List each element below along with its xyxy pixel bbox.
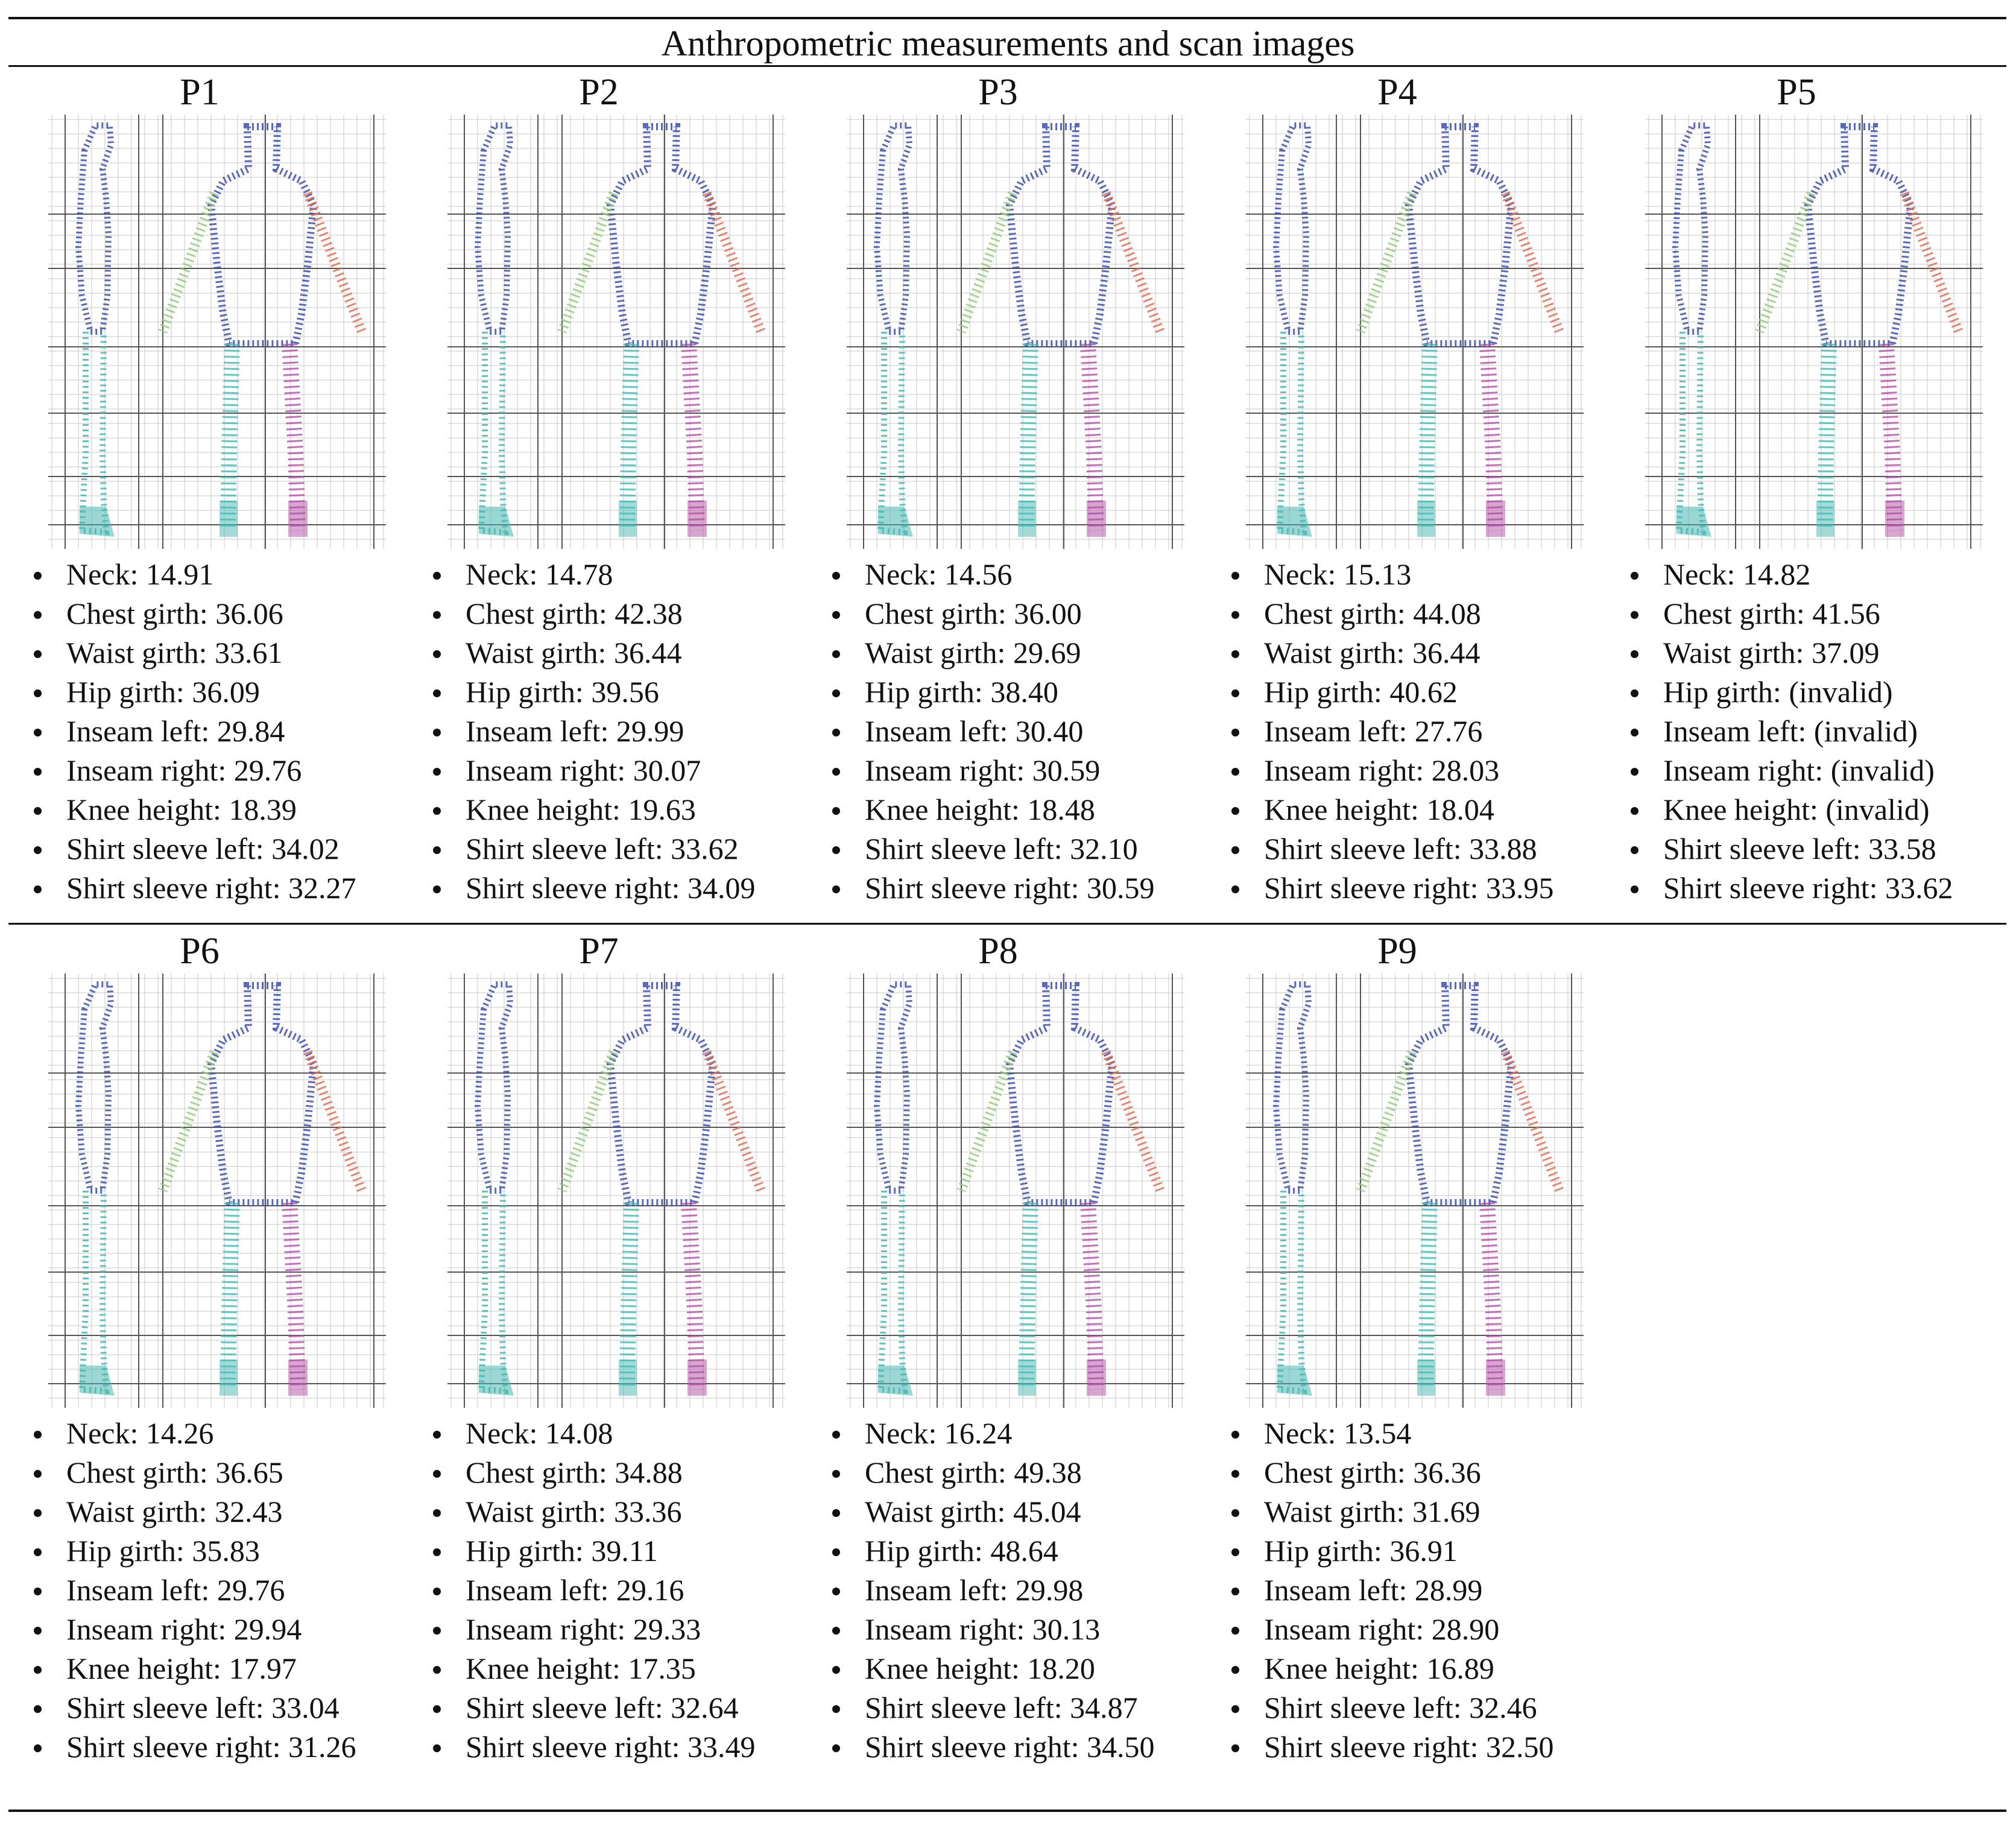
front-view-figure [961,986,1160,1396]
measurement-item: Shirt sleeve right: 31.26 [12,1727,411,1767]
measurement-item: Inseam right: 28.03 [1210,751,1609,790]
measurement-item: Chest girth: 44.08 [1210,594,1609,633]
participant-panel-p6 [12,929,411,1767]
scan-reference-lines [1645,115,1983,549]
measurement-item: Knee height: 17.35 [411,1649,811,1688]
body-scan-image [48,115,386,555]
measurement-item: Neck: 14.78 [411,555,811,594]
measurement-item: Hip girth: (invalid) [1609,673,2008,712]
body-scan-image [847,115,1184,555]
side-view-figure [78,984,115,1396]
scan-reference-lines [1246,974,1584,1408]
measurement-item: Chest girth: 41.56 [1609,594,2008,633]
side-view-figure [1675,125,1711,537]
participant-panel-p2 [411,70,811,908]
measurement-item: Inseam left: 29.84 [12,712,411,751]
front-view-figure [1360,986,1559,1396]
measurement-item: Knee height: 17.97 [12,1649,411,1688]
measurement-item: Chest girth: 34.88 [411,1453,811,1492]
measurement-item: Inseam right: 30.13 [811,1610,1210,1649]
side-view-figure [1276,125,1312,537]
scan-grid [1246,115,1584,549]
top-rule [8,17,2006,19]
measurement-item: Inseam right: (invalid) [1609,751,2008,790]
participant-row-2 [12,929,2008,1767]
measurement-item: Knee height: 16.89 [1210,1649,1609,1688]
measurement-item: Inseam right: 29.94 [12,1610,411,1649]
participant-panel-p7 [411,929,811,1767]
measurement-item: Knee height: 18.48 [811,790,1210,829]
measurement-item: Hip girth: 48.64 [811,1531,1210,1571]
measurement-item: Inseam left: 27.76 [1210,712,1609,751]
scan-reference-lines [48,115,386,549]
measurement-item: Inseam right: 29.33 [411,1610,811,1649]
participant-id: P5 [1777,72,1816,113]
participant-panel-p3 [811,70,1210,908]
measurement-item: Hip girth: 36.09 [12,673,411,712]
measurement-item: Hip girth: 39.11 [411,1531,811,1571]
participant-panel-p8 [811,929,1210,1767]
scan-reference-lines [847,974,1184,1408]
measurement-list [811,555,1210,908]
measurement-item: Shirt sleeve left: 32.46 [1210,1688,1609,1727]
participant-id: P8 [978,931,1018,972]
scan-reference-lines [447,974,785,1408]
measurement-item: Shirt sleeve left: 33.88 [1210,829,1609,869]
measurement-list [1210,1414,1609,1767]
measurement-item: Neck: 13.54 [1210,1414,1609,1453]
front-view-figure [1360,127,1559,537]
side-view-figure [877,125,913,537]
front-view-figure [961,127,1160,537]
measurement-list [411,555,811,908]
measurement-item: Waist girth: 37.09 [1609,633,2008,673]
front-view-figure [562,986,761,1396]
measurement-item: Inseam left: 29.98 [811,1571,1210,1610]
measurement-item: Inseam left: 28.99 [1210,1571,1609,1610]
side-view-figure [478,125,514,537]
scan-grid [1645,115,1983,549]
measurement-item: Shirt sleeve left: 34.02 [12,829,411,869]
body-scan-image [48,974,386,1414]
scan-reference-lines [447,115,785,549]
measurement-item: Neck: 14.26 [12,1414,411,1453]
measurement-item: Chest girth: 36.65 [12,1453,411,1492]
measurement-item: Inseam right: 30.59 [811,751,1210,790]
measurement-list [1210,555,1609,908]
table-title: Anthropometric measurements and scan images [661,24,1355,63]
body-scan-image [847,974,1184,1414]
measurement-item: Shirt sleeve right: 34.09 [411,869,811,908]
front-view-figure [163,986,362,1396]
scan-grid [48,974,386,1408]
scan-reference-lines [847,115,1184,549]
participant-id: P3 [978,72,1018,113]
participant-panel-p1 [12,70,411,908]
measurement-item: Inseam left: 29.99 [411,712,811,751]
measurement-item: Shirt sleeve right: 32.50 [1210,1727,1609,1767]
measurement-item: Shirt sleeve right: 33.62 [1609,869,2008,908]
measurement-item: Hip girth: 39.56 [411,673,811,712]
measurement-list [12,1414,411,1767]
measurement-item: Shirt sleeve left: 32.64 [411,1688,811,1727]
measurement-item: Inseam left: 29.76 [12,1571,411,1610]
scan-grid [48,115,386,549]
measurement-list [1609,555,2008,908]
front-view-figure [163,127,362,537]
measurement-item: Waist girth: 45.04 [811,1492,1210,1531]
title-rule [8,65,2006,67]
measurement-item: Knee height: 18.20 [811,1649,1210,1688]
body-scan-image [447,115,785,555]
participant-id: P7 [579,931,619,972]
measurement-item: Knee height: (invalid) [1609,790,2008,829]
measurement-list [411,1414,811,1767]
measurement-item: Waist girth: 29.69 [811,633,1210,673]
row-divider [8,923,2006,925]
participant-row-1 [12,70,2008,908]
measurement-item: Inseam right: 28.90 [1210,1610,1609,1649]
measurement-item: Neck: 14.08 [411,1414,811,1453]
measurement-list [811,1414,1210,1767]
measurement-item: Hip girth: 35.83 [12,1531,411,1571]
participant-id: P1 [180,72,220,113]
scan-grid [847,115,1184,549]
body-scan-image [447,974,785,1414]
measurement-item: Neck: 14.91 [12,555,411,594]
body-scan-image [1645,115,1983,555]
measurement-item: Waist girth: 33.36 [411,1492,811,1531]
participant-id: P9 [1377,931,1417,972]
measurement-item: Inseam left: (invalid) [1609,712,2008,751]
side-view-figure [877,984,913,1396]
measurement-item: Neck: 16.24 [811,1414,1210,1453]
scan-reference-lines [1246,115,1584,549]
scan-grid [1246,974,1584,1408]
front-view-figure [1760,127,1959,537]
measurement-item: Shirt sleeve left: 34.87 [811,1688,1210,1727]
measurement-list [12,555,411,908]
scan-reference-lines [48,974,386,1408]
measurement-item: Shirt sleeve left: 33.58 [1609,829,2008,869]
scan-grid [847,974,1184,1408]
measurement-item: Shirt sleeve right: 34.50 [811,1727,1210,1767]
measurement-item: Shirt sleeve left: 32.10 [811,829,1210,869]
side-view-figure [1276,984,1312,1396]
measurement-item: Chest girth: 42.38 [411,594,811,633]
scan-grid [447,115,785,549]
measurement-item: Shirt sleeve right: 32.27 [12,869,411,908]
side-view-figure [78,125,115,537]
participant-panel-p5 [1609,70,2008,908]
measurement-item: Neck: 14.82 [1609,555,2008,594]
measurement-item: Waist girth: 32.43 [12,1492,411,1531]
measurement-item: Knee height: 19.63 [411,790,811,829]
measurement-item: Chest girth: 36.00 [811,594,1210,633]
bottom-rule [8,1810,2006,1812]
measurement-item: Chest girth: 36.06 [12,594,411,633]
measurement-item: Knee height: 18.04 [1210,790,1609,829]
measurement-item: Knee height: 18.39 [12,790,411,829]
participant-id: P4 [1377,72,1417,113]
measurement-item: Inseam right: 29.76 [12,751,411,790]
measurement-item: Hip girth: 40.62 [1210,673,1609,712]
measurement-item: Hip girth: 36.91 [1210,1531,1609,1571]
measurement-item: Neck: 15.13 [1210,555,1609,594]
side-view-figure [478,984,514,1396]
participant-panel-p9 [1210,929,1609,1767]
front-view-figure [562,127,761,537]
measurement-item: Waist girth: 36.44 [1210,633,1609,673]
measurement-item: Inseam right: 30.07 [411,751,811,790]
measurement-item: Waist girth: 36.44 [411,633,811,673]
measurement-item: Inseam left: 29.16 [411,1571,811,1610]
measurement-item: Neck: 14.56 [811,555,1210,594]
participant-id: P6 [180,931,220,972]
scan-grid [447,974,785,1408]
measurement-item: Shirt sleeve right: 33.49 [411,1727,811,1767]
body-scan-image [1246,115,1584,555]
measurement-item: Hip girth: 38.40 [811,673,1210,712]
measurement-item: Inseam left: 30.40 [811,712,1210,751]
body-scan-image [1246,974,1584,1414]
measurement-item: Shirt sleeve right: 30.59 [811,869,1210,908]
measurement-item: Shirt sleeve left: 33.04 [12,1688,411,1727]
measurement-item: Waist girth: 33.61 [12,633,411,673]
measurement-item: Shirt sleeve right: 33.95 [1210,869,1609,908]
measurement-item: Shirt sleeve left: 33.62 [411,829,811,869]
participant-id: P2 [579,72,619,113]
measurement-item: Waist girth: 31.69 [1210,1492,1609,1531]
participant-panel-p4 [1210,70,1609,908]
measurement-item: Chest girth: 49.38 [811,1453,1210,1492]
measurement-item: Chest girth: 36.36 [1210,1453,1609,1492]
